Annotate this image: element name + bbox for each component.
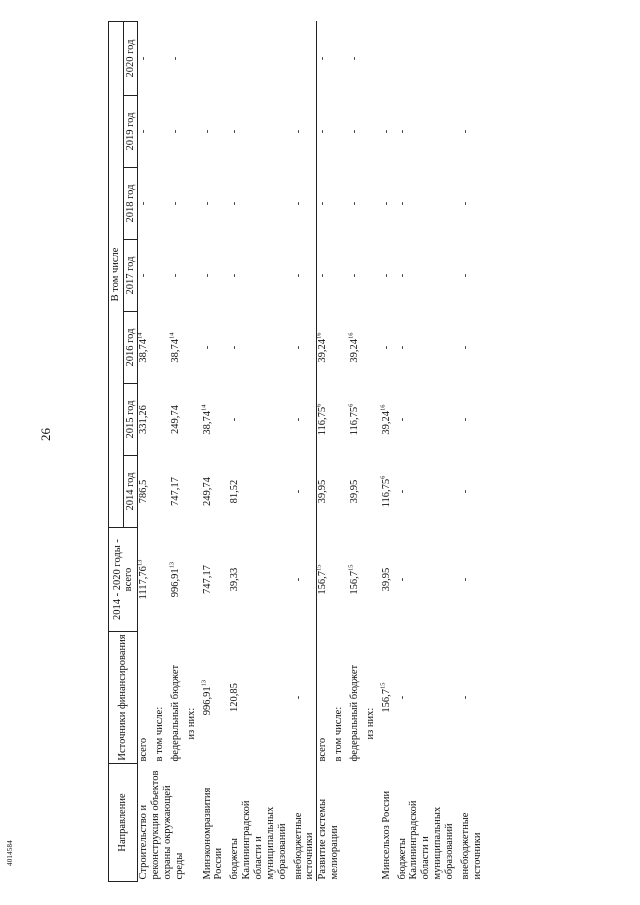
- source-cell: внебюджетные источники: [459, 812, 483, 880]
- value-text: 156,7: [317, 570, 329, 595]
- value-text: 39,24: [348, 338, 360, 363]
- footnote-ref: 14: [200, 404, 208, 411]
- value-cell-y2019: [349, 96, 361, 168]
- value-cell-y2017: [397, 312, 456, 384]
- value-cell-y2015: [229, 456, 288, 528]
- table-row: [202, 21, 226, 881]
- footnote-ref: 13: [200, 679, 208, 687]
- value-cell-y2020: [229, 96, 288, 168]
- value-cell-total: [170, 528, 182, 632]
- value-text: -: [348, 201, 360, 206]
- value-cell-y2017: [349, 240, 361, 312]
- header-year: 2015 год: [123, 384, 138, 456]
- value-cell-total: [460, 632, 484, 764]
- value-cell-total: [186, 528, 198, 632]
- value-text: 39,33: [229, 567, 241, 592]
- value-text: 38,74: [138, 338, 150, 363]
- value-cell-y2017: [229, 312, 288, 384]
- value-text: 39,95: [317, 479, 329, 504]
- footnote-ref: 6: [379, 475, 387, 479]
- value-cell-total: [349, 528, 361, 632]
- value-cell-y2014: [460, 528, 484, 632]
- value-cell-y2017: [202, 312, 226, 384]
- header-year: 2018 год: [123, 168, 138, 240]
- value-cell-y2018: [397, 240, 456, 312]
- value-cell-y2017: [186, 240, 198, 312]
- value-cell-y2020: [293, 96, 317, 168]
- value-cell-y2019: [186, 96, 198, 168]
- value-text: -: [348, 273, 360, 278]
- value-cell-y2014: [202, 528, 226, 632]
- value-cell-total: [381, 632, 393, 764]
- value-cell-y2014: [293, 528, 317, 632]
- value-cell-y2016: [365, 312, 377, 384]
- value-text: -: [459, 345, 471, 350]
- value-cell-y2017: [460, 312, 484, 384]
- value-text: 116,75: [348, 406, 360, 436]
- value-cell-y2016: [138, 312, 150, 384]
- value-text: 786,5: [138, 479, 150, 504]
- value-cell-y2019: [365, 96, 377, 168]
- value-text: -: [396, 273, 408, 278]
- value-cell-y2014: [170, 456, 182, 528]
- value-text: -: [292, 577, 304, 582]
- table-row: [460, 21, 484, 881]
- footnote-ref: 6: [347, 403, 355, 407]
- source-cell: в том числе:: [153, 706, 165, 762]
- value-cell-y2019: [154, 96, 166, 168]
- value-cell-y2020: [186, 21, 198, 95]
- table-row: [229, 21, 288, 881]
- value-cell-y2019: [202, 168, 226, 240]
- value-text: -: [292, 489, 304, 494]
- footnote-ref: 16: [347, 332, 355, 339]
- header-sources: Источники финансирования: [109, 632, 138, 764]
- value-cell-y2018: [186, 168, 198, 240]
- value-text: -: [169, 201, 181, 206]
- footnote-ref: 14: [136, 332, 144, 339]
- value-text: -: [317, 56, 329, 61]
- value-cell-y2018: [317, 168, 329, 240]
- value-text: 249,74: [201, 477, 213, 506]
- value-text: 996,91: [201, 686, 213, 716]
- document-id: 4014584: [6, 840, 14, 866]
- header-year: 2019 год: [123, 96, 138, 168]
- value-text: 39,95: [380, 567, 392, 592]
- source-cell: всего: [138, 737, 150, 762]
- value-cell-y2015: [349, 384, 361, 456]
- value-text: 156,7: [348, 570, 360, 595]
- value-cell-y2014: [186, 456, 198, 528]
- value-cell-y2015: [202, 456, 226, 528]
- page-number: 26: [38, 428, 53, 441]
- direction-cell: Строительство и реконструкция объектов охраны окружающей среды: [138, 770, 185, 880]
- value-cell-y2015: [317, 384, 329, 456]
- value-text: 38,74: [169, 338, 181, 363]
- value-cell-y2014: [229, 528, 288, 632]
- table-row: [333, 21, 345, 881]
- value-cell-y2018: [349, 168, 361, 240]
- table-body: [138, 21, 484, 881]
- value-text: -: [292, 129, 304, 134]
- source-cell: бюджеты Калининградской области и муниципальных образований: [396, 800, 455, 880]
- value-cell-y2014: [381, 528, 393, 632]
- value-text: -: [380, 129, 392, 134]
- table-row: [317, 21, 329, 881]
- value-text: 116,75: [317, 406, 329, 436]
- value-cell-y2019: [170, 96, 182, 168]
- value-text: -: [459, 417, 471, 422]
- value-text: -: [229, 345, 241, 350]
- source-cell: внебюджетные источники: [292, 812, 316, 880]
- value-cell-y2019: [460, 168, 484, 240]
- value-cell-y2016: [186, 312, 198, 384]
- table-row: [170, 21, 182, 881]
- value-text: -: [380, 345, 392, 350]
- value-text: -: [396, 201, 408, 206]
- financing-table: [108, 21, 484, 882]
- value-text: -: [317, 201, 329, 206]
- header-direction: Направление: [109, 764, 138, 882]
- value-text: -: [396, 695, 408, 700]
- value-cell-y2017: [293, 312, 317, 384]
- table-row: [293, 21, 317, 881]
- value-cell-y2019: [138, 96, 150, 168]
- value-cell-y2018: [154, 168, 166, 240]
- value-cell-y2015: [154, 384, 166, 456]
- value-text: 116,75: [380, 478, 392, 508]
- value-cell-y2018: [333, 168, 345, 240]
- value-cell-y2015: [138, 384, 150, 456]
- value-cell-y2016: [229, 384, 288, 456]
- footnote-ref: 16: [379, 404, 387, 411]
- value-cell-y2016: [397, 384, 456, 456]
- value-text: -: [459, 695, 471, 700]
- value-cell-y2020: [154, 21, 166, 95]
- value-text: -: [169, 56, 181, 61]
- rotated-table-container: [108, 22, 626, 882]
- value-cell-y2014: [154, 456, 166, 528]
- footnote-ref: 13: [168, 561, 176, 569]
- value-cell-total: [154, 528, 166, 632]
- value-text: -: [138, 201, 150, 206]
- table-row: [349, 21, 361, 881]
- value-cell-y2016: [293, 384, 317, 456]
- value-text: -: [380, 273, 392, 278]
- value-cell-y2020: [381, 96, 393, 168]
- value-cell-y2015: [170, 384, 182, 456]
- header-total-period: 2014 - 2020 годы - всего: [109, 528, 138, 632]
- header-year: 2014 год: [123, 456, 138, 528]
- value-text: 1117,76: [138, 566, 150, 600]
- value-text: -: [348, 129, 360, 134]
- value-cell-total: [317, 528, 329, 632]
- value-text: -: [201, 273, 213, 278]
- value-text: -: [292, 417, 304, 422]
- value-cell-y2014: [333, 456, 345, 528]
- value-cell-y2020: [202, 96, 226, 168]
- value-text: 331,26: [138, 405, 150, 434]
- value-cell-y2014: [397, 528, 456, 632]
- value-text: -: [138, 129, 150, 134]
- table-row: [381, 21, 393, 881]
- value-cell-y2015: [365, 384, 377, 456]
- header-year: 2020 год: [123, 21, 138, 95]
- source-cell: Минэкономразвития России: [201, 787, 225, 880]
- table-header: [109, 21, 138, 881]
- table-row: [365, 21, 377, 881]
- value-cell-y2020: [397, 96, 456, 168]
- value-cell-y2019: [229, 168, 288, 240]
- value-cell-y2018: [460, 240, 484, 312]
- value-text: 39,95: [348, 479, 360, 504]
- value-cell-y2017: [154, 240, 166, 312]
- header-year: 2017 год: [123, 240, 138, 312]
- value-cell-y2018: [365, 168, 377, 240]
- value-text: -: [229, 417, 241, 422]
- value-cell-total: [397, 632, 456, 764]
- value-cell-y2016: [170, 312, 182, 384]
- value-cell-y2020: [317, 21, 329, 95]
- value-text: -: [348, 56, 360, 61]
- value-text: -: [229, 129, 241, 134]
- value-cell-y2019: [333, 96, 345, 168]
- value-cell-y2016: [154, 312, 166, 384]
- value-cell-total: [202, 632, 226, 764]
- value-cell-y2020: [333, 21, 345, 95]
- value-cell-y2017: [381, 312, 393, 384]
- value-cell-y2018: [293, 240, 317, 312]
- value-cell-y2015: [460, 456, 484, 528]
- value-cell-total: [138, 528, 150, 632]
- value-cell-y2020: [170, 21, 182, 95]
- value-text: 39,24: [380, 410, 392, 435]
- value-cell-y2020: [365, 21, 377, 95]
- value-cell-y2015: [397, 456, 456, 528]
- value-cell-y2017: [317, 240, 329, 312]
- value-cell-y2016: [349, 312, 361, 384]
- value-text: -: [169, 129, 181, 134]
- value-text: 249,74: [169, 405, 181, 434]
- source-cell: федеральный бюджет: [169, 664, 181, 762]
- value-text: -: [292, 695, 304, 700]
- value-cell-y2019: [381, 168, 393, 240]
- table-row: [154, 21, 166, 881]
- footnote-ref: 15: [315, 564, 323, 571]
- source-cell: Минсельхоз России: [380, 790, 392, 880]
- value-cell-total: [333, 528, 345, 632]
- value-text: -: [459, 489, 471, 494]
- value-text: 81,52: [229, 479, 241, 504]
- value-text: -: [229, 273, 241, 278]
- value-text: 120,85: [229, 683, 241, 712]
- value-cell-y2018: [138, 168, 150, 240]
- value-cell-y2020: [460, 96, 484, 168]
- value-cell-y2020: [138, 21, 150, 95]
- value-text: -: [229, 201, 241, 206]
- value-text: -: [292, 345, 304, 350]
- direction-cell: Развитие системы мелиорации: [317, 764, 377, 882]
- value-text: -: [292, 273, 304, 278]
- footnote-ref: 6: [315, 403, 323, 407]
- value-cell-y2019: [397, 168, 456, 240]
- source-cell: федеральный бюджет: [348, 664, 360, 762]
- value-cell-y2016: [317, 312, 329, 384]
- value-cell-y2019: [317, 96, 329, 168]
- value-text: -: [459, 201, 471, 206]
- source-cell: из них:: [185, 707, 197, 740]
- value-cell-y2017: [365, 240, 377, 312]
- value-cell-y2018: [381, 240, 393, 312]
- value-cell-y2015: [293, 456, 317, 528]
- value-text: -: [201, 345, 213, 350]
- source-cell: бюджеты Калининградской области и муниципальных образований: [229, 800, 288, 880]
- value-cell-y2016: [333, 312, 345, 384]
- value-cell-y2020: [349, 21, 361, 95]
- footnote-ref: 15: [379, 682, 387, 689]
- value-cell-y2018: [170, 168, 182, 240]
- value-text: 747,17: [169, 477, 181, 506]
- value-cell-y2018: [229, 240, 288, 312]
- value-text: -: [396, 129, 408, 134]
- value-cell-y2014: [317, 456, 329, 528]
- value-text: -: [380, 201, 392, 206]
- value-text: -: [396, 417, 408, 422]
- value-text: -: [396, 345, 408, 350]
- value-cell-y2014: [365, 456, 377, 528]
- footnote-ref: 16: [315, 332, 323, 339]
- value-cell-y2017: [170, 240, 182, 312]
- header-including: В том числе: [109, 21, 124, 527]
- value-cell-y2018: [202, 240, 226, 312]
- value-cell-total: [365, 528, 377, 632]
- footnote-ref: 14: [168, 332, 176, 339]
- value-text: -: [317, 129, 329, 134]
- table-row: [186, 21, 198, 881]
- value-cell-y2016: [202, 384, 226, 456]
- value-cell-y2016: [381, 384, 393, 456]
- value-cell-y2015: [186, 384, 198, 456]
- value-text: 996,91: [169, 568, 181, 598]
- value-text: -: [169, 273, 181, 278]
- value-text: 747,17: [201, 565, 213, 594]
- value-text: -: [138, 56, 150, 61]
- value-text: -: [396, 577, 408, 582]
- source-cell: из них:: [364, 707, 376, 740]
- value-cell-y2014: [349, 456, 361, 528]
- value-cell-total: [229, 632, 288, 764]
- table-row: [397, 21, 456, 881]
- footnote-ref: 15: [347, 564, 355, 571]
- value-cell-y2016: [460, 384, 484, 456]
- value-cell-y2014: [138, 456, 150, 528]
- value-text: -: [459, 273, 471, 278]
- value-cell-y2019: [293, 168, 317, 240]
- value-text: -: [292, 201, 304, 206]
- value-text: -: [459, 129, 471, 134]
- value-text: 39,24: [317, 338, 329, 363]
- value-text: -: [396, 489, 408, 494]
- value-cell-y2017: [138, 240, 150, 312]
- value-cell-y2015: [381, 456, 393, 528]
- table-row: [138, 21, 150, 881]
- value-text: -: [201, 129, 213, 134]
- value-cell-y2015: [333, 384, 345, 456]
- header-year: 2016 год: [123, 312, 138, 384]
- source-cell: в том числе:: [333, 706, 345, 762]
- value-text: -: [201, 201, 213, 206]
- value-cell-total: [293, 632, 317, 764]
- footnote-ref: 13: [136, 559, 144, 567]
- value-text: 156,7: [380, 688, 392, 713]
- source-cell: всего: [317, 632, 329, 764]
- value-text: -: [138, 273, 150, 278]
- value-text: -: [317, 273, 329, 278]
- value-cell-y2017: [333, 240, 345, 312]
- value-text: -: [459, 577, 471, 582]
- value-text: 38,74: [201, 410, 213, 435]
